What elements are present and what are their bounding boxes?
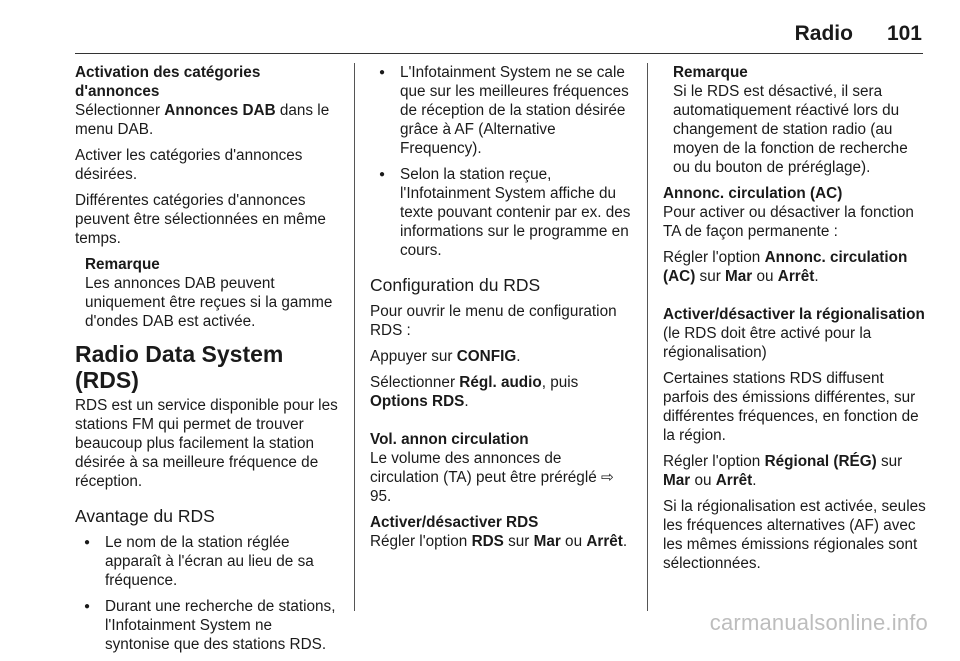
note-body: Les annonces DAB peuvent uniquement être reçues si la gamme d'ondes DAB est activée. xyxy=(85,275,333,330)
page-title: Radio xyxy=(794,22,853,45)
paragraph: RDS est un service disponible pour les stations FM qui permet de trouver beaucoup plus facilement la station désirée à sa meilleure fréquence de réception. xyxy=(75,397,338,490)
note-box xyxy=(673,63,927,177)
paragraph: Appuyer sur CONFIG. xyxy=(370,348,521,365)
page-header xyxy=(795,22,922,46)
heading-activer-rds: Activer/désactiver RDS xyxy=(370,514,539,531)
subsection-title-avantage: Avantage du RDS xyxy=(75,506,215,526)
column-divider-left xyxy=(354,63,355,611)
bullet-list xyxy=(370,63,634,260)
column-left xyxy=(75,63,339,661)
paragraph: Sélectionner Annonces DAB dans le menu DAB. xyxy=(75,102,330,138)
paragraph: Régler l'option RDS sur Mar ou Arrêt. xyxy=(370,533,628,550)
column-middle xyxy=(370,63,634,558)
paragraph: Le volume des annonces de circulation (TA) peut être préréglé ⇨ 95. xyxy=(370,450,614,505)
paragraph: Pour activer ou désactiver la fonction TA de façon permanente : xyxy=(663,204,914,240)
paragraph: Sélectionner Régl. audio, puis Options RDS. xyxy=(370,374,579,410)
heading-regionalisation: Activer/désactiver la régionalisation xyxy=(663,306,925,323)
subsection-title-config: Configuration du RDS xyxy=(370,275,541,295)
bullet-list xyxy=(75,533,339,654)
note-title: Remarque xyxy=(85,256,160,273)
list-item: ● L'Infotainment System ne se cale que sur les meilleures fréquences de réception de la station désirée grâce à AF (Alternative Frequency). xyxy=(370,63,634,158)
paragraph: Certaines stations RDS diffusent parfois des émissions différentes, sur différentes fréquences, en fonction de la région. xyxy=(663,370,919,444)
paragraph: (le RDS doit être activé pour la régionalisation) xyxy=(663,325,872,361)
note-box xyxy=(85,255,339,331)
column-right xyxy=(663,63,927,580)
paragraph: Régler l'option Régional (RÉG) sur Mar ou Arrêt. xyxy=(663,453,903,489)
paragraph: Pour ouvrir le menu de configuration RDS : xyxy=(370,303,617,339)
heading-vol-annon: Vol. annon circulation xyxy=(370,431,529,448)
list-item: ● Durant une recherche de stations, l'Infotainment System ne syntonise que des stations RDS. xyxy=(75,597,339,654)
section-title-rds: Radio Data System (RDS) xyxy=(75,341,284,393)
paragraph: Activer les catégories d'annonces désirées. xyxy=(75,147,303,183)
list-item: ● Le nom de la station réglée apparaît à l'écran au lieu de sa fréquence. xyxy=(75,533,339,590)
header-divider xyxy=(75,53,923,54)
column-divider-right xyxy=(647,63,648,611)
paragraph: Si la régionalisation est activée, seules les fréquences alternatives (AF) avec les mêmes émissions régionales sont sélectionnées. xyxy=(663,498,926,572)
heading-annonc-circulation: Annonc. circulation (AC) xyxy=(663,185,843,202)
paragraph: Régler l'option Annonc. circulation (AC) sur Mar ou Arrêt. xyxy=(663,249,908,285)
note-title: Remarque xyxy=(673,64,748,81)
page-number: 101 xyxy=(886,22,922,45)
watermark: carmanualsonline.info xyxy=(709,610,928,635)
page-reference-arrow-icon: ⇨ xyxy=(600,469,614,486)
heading-activation-annonces: Activation des catégories d'annonces xyxy=(75,64,261,100)
list-item: ● Selon la station reçue, l'Infotainment System affiche du texte pouvant contenir par ex. des informations sur le programme en cours. xyxy=(370,165,634,260)
note-body: Si le RDS est désactivé, il sera automatiquement réactivé lors du changement de station radio (au moyen de la fonction de recherche ou du bouton de préréglage). xyxy=(673,83,908,176)
paragraph: Différentes catégories d'annonces peuvent être sélectionnées en même temps. xyxy=(75,192,326,247)
